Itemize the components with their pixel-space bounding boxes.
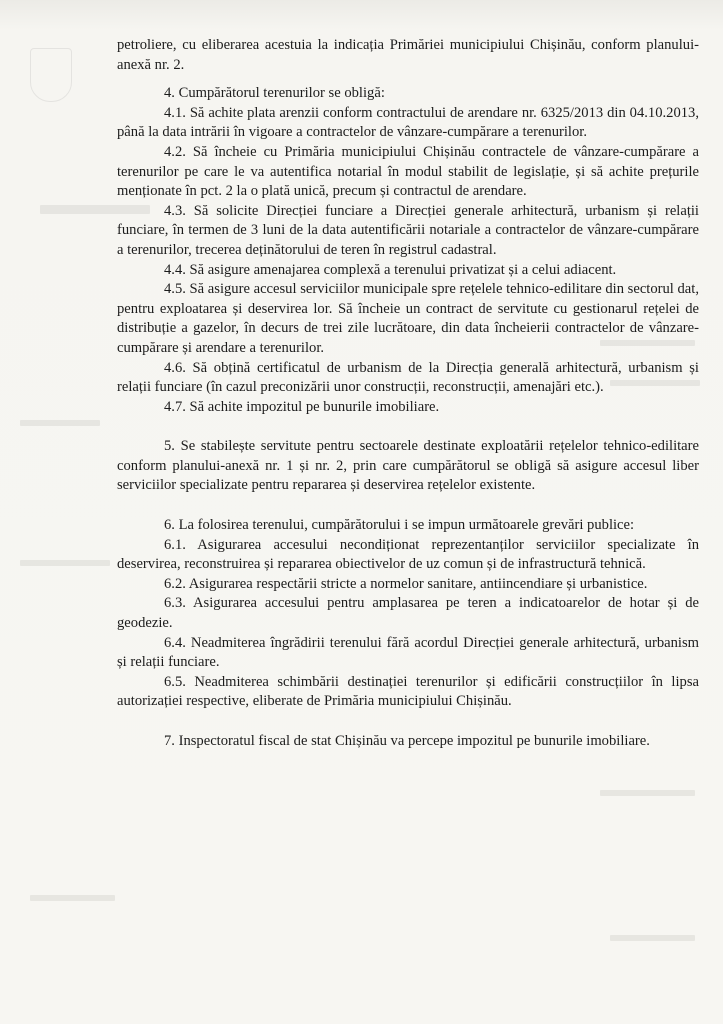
document-body [117, 36, 699, 752]
show-through-mark [30, 895, 115, 901]
show-through-mark [20, 560, 110, 566]
section-4-heading: 4. Cumpărătorul terenurilor se obligă: [164, 85, 385, 102]
clause-6-1: 6.1. Asigurarea accesului necondiționat reprezentanților serviciilor specializate în deservirea, reconstruirea și repararea obiectivelor de uz comun și de infrastructură tehnică. [117, 536, 699, 573]
show-through-mark [600, 790, 695, 796]
show-through-mark [610, 935, 695, 941]
clause-4-2: 4.2. Să încheie cu Primăria municipiului Chișinău contractele de vânzare-cumpărare a terenurilor pe care le va autentifica notarial în modul stabilit de legislație, și să achite prețurile menționate în pct. 2 la o plată unică, precum și contractul de arendare. [117, 143, 699, 200]
clause-6-5: 6.5. Neadmiterea schimbării destinației terenurilor și edificării construcțiilor în lipsa autorizației respective, eliberate de Primăria municipiului Chișinău. [117, 673, 699, 710]
clause-6-3: 6.3. Asigurarea accesului pentru amplasarea pe teren a indicatoarelor de hotar și de geodezie. [117, 595, 699, 632]
section-5-paragraph: 5. Se stabilește servitute pentru sectoarele destinate exploatării rețelelor tehnico-edilitare conform planului-anexă nr. 1 și nr. 2, prin care cumpărătorul se obligă să asigure accesul liber serviciilor specializate pentru repararea și deservirea rețelelor existente. [117, 438, 699, 494]
clause-4-5: 4.5. Să asigure accesul serviciilor municipale spre rețelele tehnico-edilitare din sectorul dat, pentru exploatarea și deservirea lor. Să încheie un contract de servitute cu gestionarul rețelei de distribuție a gazelor, în decurs de trei zile lucrătoare, din data încheierii contractelor de vânzare-cumpărare și arendare a terenurilor. [117, 281, 699, 356]
clause-4-1: 4.1. Să achite plata arenzii conform contractului de arendare nr. 6325/2013 din 04.10.2013, până la data intrării în vigoare a contractelor de vânzare-cumpărare a terenurilor. [117, 104, 699, 141]
clause-6-4: 6.4. Neadmiterea îngrădirii terenului fără acordul Direcției generale arhitectură, urbanism și relații funciare. [117, 634, 699, 671]
clause-4-3: 4.3. Să solicite Direcției funciare a Direcției generale arhitectură, urbanism și relații funciare, în termen de 3 luni de la data autentificării notariale a contractelor de vânzare-cumpărare a terenurilor, trecerea deținătorului de teren în registrul cadastral. [117, 202, 699, 258]
clause-4-6: 4.6. Să obțină certificatul de urbanism de la Direcția generală arhitectură, urbanism și relații funciare (în cazul preconizării unor construcții, reconstrucții, amenajări etc.). [117, 359, 699, 396]
intro-paragraph: petroliere, cu eliberarea acestuia la indicația Primăriei municipiului Chișinău, conform planului-anexă nr. 2. [117, 37, 699, 73]
show-through-mark [20, 420, 100, 426]
clause-4-7: 4.7. Să achite impozitul pe bunurile imobiliare. [164, 398, 440, 415]
section-6-heading: 6. La folosirea terenului, cumpărătorului i se impun următoarele grevări publice: [164, 517, 635, 534]
clause-4-4: 4.4. Să asigure amenajarea complexă a terenului privatizat și a celui adiacent. [164, 261, 617, 278]
show-through-crest-icon [30, 48, 72, 102]
section-7-paragraph: 7. Inspectoratul fiscal de stat Chișinău va percepe impozitul pe bunurile imobiliare. [164, 733, 650, 749]
clause-6-2: 6.2. Asigurarea respectării stricte a normelor sanitare, antiincendiare și urbanistice. [164, 575, 648, 592]
